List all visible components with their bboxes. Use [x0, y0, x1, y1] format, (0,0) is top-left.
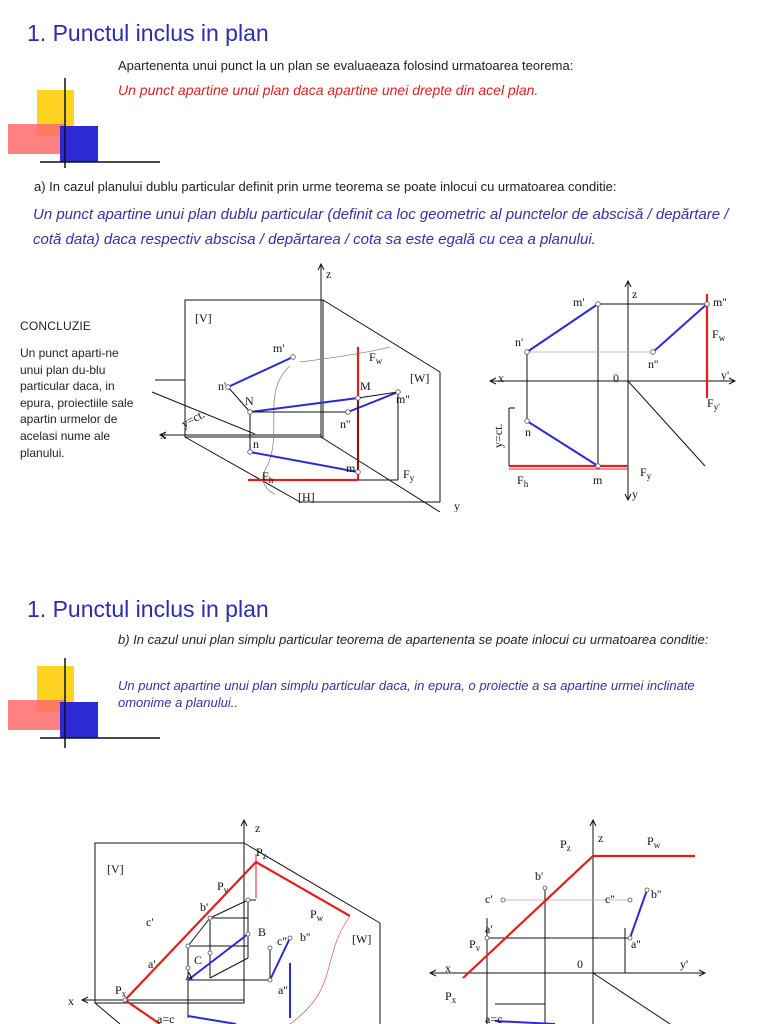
svg-text:y': y'	[721, 368, 730, 382]
condition-a-text: Un punct apartine unui plan dublu particular (definit ca loc geometric al punctelor de abscisă / depărtare / cotă data) daca respectiv abscisa / depărtarea / cota sa este egală cu cea a planului.	[33, 206, 729, 248]
svg-text:y': y'	[680, 957, 689, 971]
svg-text:y: y	[632, 487, 638, 501]
svg-text:n': n'	[218, 379, 227, 393]
svg-text:b'': b''	[651, 887, 662, 901]
svg-text:Pv: $P_v$	[217, 879, 229, 895]
svg-text:Px: $P_x$	[115, 983, 127, 999]
svg-text:x: x	[498, 371, 504, 385]
svg-text:Px: $P_x$	[445, 989, 457, 1005]
svg-text:0: 0	[613, 371, 619, 385]
intro-text: Apartenenta unui punct la un plan se evaluaeaza folosind urmatoarea teorema:	[118, 58, 574, 73]
theorem-text: Un punct apartine unui plan daca apartine unei drepte din acel plan.	[118, 82, 539, 98]
case-b-text: b) In cazul unui plan simplu particular teorema de apartenenta se poate inlocui cu urmatoarea conditie:	[118, 632, 709, 647]
svg-text:Pz: $P_z$	[256, 845, 267, 861]
svg-text:a'': a''	[631, 937, 641, 951]
svg-text:n: n	[253, 437, 259, 451]
svg-text:Fw: $F_w$	[712, 327, 726, 343]
conclusion-text: Un punct aparti-ne unui plan du-blu particular daca, in epura, proiectiile sale apartin urmelor de acelasi nume ale planului.	[20, 346, 134, 460]
svg-text:b'': b''	[300, 930, 311, 944]
epura-line-nm	[527, 421, 598, 466]
svg-text:Fy': $F_{y'}$	[707, 396, 720, 412]
svg-text:y=ct.: y=ct.	[178, 406, 207, 431]
svg-text:x: x	[160, 428, 166, 442]
axonometric-figure-a	[140, 262, 480, 512]
trace-pv-pw	[125, 862, 350, 1000]
svg-text:c': c'	[485, 892, 493, 906]
slide-title: 1. Punctul inclus in plan	[27, 596, 269, 622]
svg-text:x: x	[445, 961, 451, 975]
epura-figure-b	[425, 818, 715, 1024]
svg-text:N: N	[245, 394, 254, 408]
svg-text:Fh: $F_h$	[262, 469, 274, 485]
svg-text:Fh: $F_h$	[517, 473, 529, 489]
svg-text:b': b'	[200, 900, 209, 914]
epura-line-n1m1	[527, 304, 598, 352]
svg-text:n'': n''	[340, 417, 351, 431]
svg-text:Pz: $P_z$	[560, 837, 571, 853]
svg-text:a': a'	[148, 957, 156, 971]
svg-text:y=ct.: y=ct.	[491, 423, 505, 448]
svg-text:[V]: [V]	[107, 862, 124, 876]
axonometric-figure-b	[60, 818, 400, 1024]
svg-text:c'': c''	[605, 892, 615, 906]
epura-line-n2m2	[653, 304, 707, 352]
svg-text:Pw: $P_w$	[310, 907, 324, 923]
conclusion-title: CONCLUZIE	[20, 319, 92, 333]
slide-title: 1. Punctul inclus in plan	[27, 20, 269, 46]
svg-text:[V]: [V]	[195, 311, 212, 325]
svg-text:n: n	[525, 425, 531, 439]
svg-text:m'': m''	[396, 392, 410, 406]
svg-text:Fy: $F_y$	[640, 465, 652, 481]
svg-text:a': a'	[485, 922, 493, 936]
epura-figure-a	[485, 276, 755, 512]
line-NM	[250, 398, 358, 412]
svg-text:b': b'	[535, 869, 544, 883]
svg-text:m'': m''	[713, 295, 727, 309]
svg-text:a=c: a=c	[157, 1012, 175, 1024]
svg-text:n': n'	[515, 335, 524, 349]
svg-text:A: A	[185, 969, 194, 983]
svg-text:[W]: [W]	[352, 932, 372, 946]
svg-text:0: 0	[577, 957, 583, 971]
svg-text:m': m'	[573, 295, 585, 309]
svg-text:z: z	[255, 821, 261, 835]
y-axis	[321, 437, 440, 512]
svg-text:z: z	[598, 831, 604, 845]
svg-text:x: x	[68, 994, 74, 1008]
svg-text:Pv: $P_v$	[469, 937, 481, 953]
svg-text:B: B	[258, 925, 267, 939]
svg-text:Pw: $P_w$	[647, 834, 661, 850]
line-n2m2	[348, 392, 398, 412]
svg-text:C: C	[194, 953, 203, 967]
svg-text:a=c: a=c	[485, 1012, 503, 1024]
svg-text:m': m'	[273, 341, 285, 355]
decorative-squares-icon	[0, 658, 160, 778]
slide-2	[0, 512, 768, 1024]
svg-text:c'': c''	[277, 934, 287, 948]
svg-text:Fy: $F_y$	[403, 467, 415, 483]
svg-text:m: m	[593, 473, 603, 487]
svg-text:[H]: [H]	[298, 490, 315, 504]
condition-b-text: Un punct apartine unui plan simplu particular daca, in epura, o proiectie a sa apartine urmei inclinate omonime a planului..	[118, 678, 695, 710]
svg-text:Fw: $F_w$	[369, 350, 383, 366]
svg-text:c': c'	[146, 915, 154, 929]
svg-text:M: M	[360, 379, 371, 393]
svg-text:z: z	[632, 287, 638, 301]
svg-text:n'': n''	[648, 357, 659, 371]
svg-text:[W]: [W]	[410, 371, 430, 385]
svg-text:a'': a''	[278, 983, 288, 997]
svg-text:m: m	[346, 461, 356, 475]
line-m1n1	[228, 357, 293, 387]
svg-text:y: y	[454, 499, 460, 513]
case-a-text: a) In cazul planului dublu particular definit prin urme teorema se poate inlocui cu urmatoarea conditie:	[34, 179, 617, 194]
svg-text:z: z	[326, 267, 332, 281]
